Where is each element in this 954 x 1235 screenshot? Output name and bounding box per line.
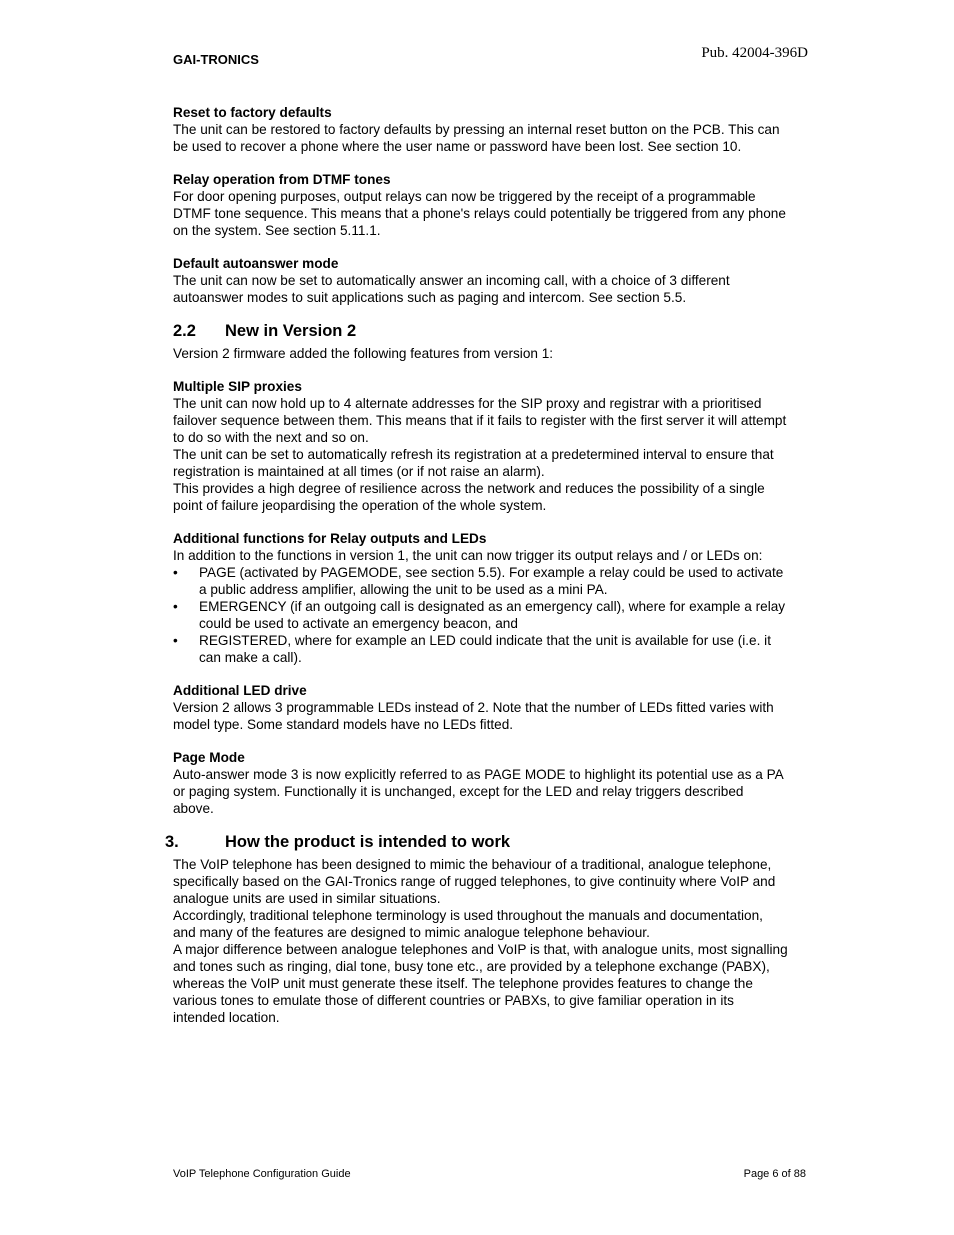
subheading-page-mode: Page Mode	[173, 750, 245, 765]
subheading-autoanswer: Default autoanswer mode	[173, 256, 339, 271]
section-heading-3	[165, 832, 788, 852]
header-publication-number: Pub. 42004-396D	[701, 45, 808, 61]
subheading-multiple-sip: Multiple SIP proxies	[173, 379, 302, 394]
list-item: • REGISTERED, where for example an LED could indicate that the unit is available for use (i.e. it can make a call).	[173, 632, 788, 666]
paragraph-led-drive: Version 2 allows 3 programmable LEDs instead of 2. Note that the number of LEDs fitted varies with model type. Some standard models have no LEDs fitted.	[173, 700, 774, 732]
paragraph-sip-2: The unit can be set to automatically refresh its registration at a predetermined interval to ensure that registration is maintained at all times (or if not raise an alarm).	[173, 447, 774, 479]
list-item: • PAGE (activated by PAGEMODE, see section 5.5). For example a relay could be used to activate a public address amplifier, allowing the unit to be used as a mini PA.	[173, 564, 788, 598]
footer-page-number: Page 6 of 88	[743, 1168, 806, 1180]
paragraph-autoanswer: The unit can now be set to automatically answer an incoming call, with a choice of 3 different autoanswer modes to suit applications such as paging and intercom. See section 5.5.	[173, 273, 730, 305]
paragraph-factory-defaults: The unit can be restored to factory defaults by pressing an internal reset button on the PCB. This can be used to recover a phone where the user name or password have been lost. See section 10.	[173, 122, 780, 154]
footer-document-title: VoIP Telephone Configuration Guide	[173, 1168, 351, 1180]
page-content	[165, 104, 788, 1026]
section-number: 2.2	[173, 322, 196, 340]
paragraph-intended-3: A major difference between analogue telephones and VoIP is that, with analogue units, most signalling and tones such as ringing, dial tone, busy tone etc., are provided by a telephone exchange (PABX), whereas the VoIP unit must generate these itself. The telephone provides features to change the various tones to emulate those of different countries or PABXs, to give familiar operation in its intended location.	[173, 942, 788, 1025]
paragraph-sip-3: This provides a high degree of resilience across the network and reduces the possibility of a single point of failure jeopardising the operation of the whole system.	[173, 481, 765, 513]
subheading-led-drive: Additional LED drive	[173, 683, 307, 698]
header-company: GAI-TRONICS	[173, 52, 259, 67]
section-title: How the product is intended to work	[225, 833, 511, 851]
subheading-relay-outputs: Additional functions for Relay outputs and LEDs	[173, 531, 487, 546]
paragraph-relay-intro: In addition to the functions in version 1, the unit can now trigger its output relays and / or LEDs on:	[173, 548, 763, 563]
bullet-list-triggers	[173, 564, 788, 666]
paragraph-dtmf-relay: For door opening purposes, output relays can now be triggered by the receipt of a programmable DTMF tone sequence. This means that a phone's relays could potentially be triggered from any phone on the system. See section 5.11.1.	[173, 189, 786, 238]
paragraph-intended-1: The VoIP telephone has been designed to mimic the behaviour of a traditional, analogue telephone, specifically based on the GAI-Tronics range of rugged telephones, to give continuity where VoIP and analogue units are used in similar situations.	[173, 857, 776, 906]
subheading-factory-defaults: Reset to factory defaults	[173, 105, 332, 120]
paragraph-v2-intro: Version 2 firmware added the following features from version 1:	[173, 346, 554, 361]
list-item: • EMERGENCY (if an outgoing call is designated as an emergency call), where for example a relay could be used to activate an emergency beacon, and	[173, 598, 788, 632]
subheading-dtmf-relay: Relay operation from DTMF tones	[173, 172, 391, 187]
paragraph-sip-1: The unit can now hold up to 4 alternate addresses for the SIP proxy and registrar with a prioritised failover sequence between them. This means that if it fails to register with the first server it will attempt to do so with the next and so on.	[173, 396, 787, 445]
section-title: New in Version 2	[225, 322, 357, 340]
section-number: 3.	[165, 833, 179, 851]
paragraph-page-mode: Auto-answer mode 3 is now explicitly referred to as PAGE MODE to highlight its potential use as a PA or paging system. Functionally it is unchanged, except for the LED and relay triggers described above.	[173, 767, 783, 816]
paragraph-intended-2: Accordingly, traditional telephone terminology is used throughout the manuals and documentation, and many of the features are designed to mimic analogue telephone behaviour.	[173, 908, 763, 940]
section-heading-2-2	[173, 321, 788, 341]
